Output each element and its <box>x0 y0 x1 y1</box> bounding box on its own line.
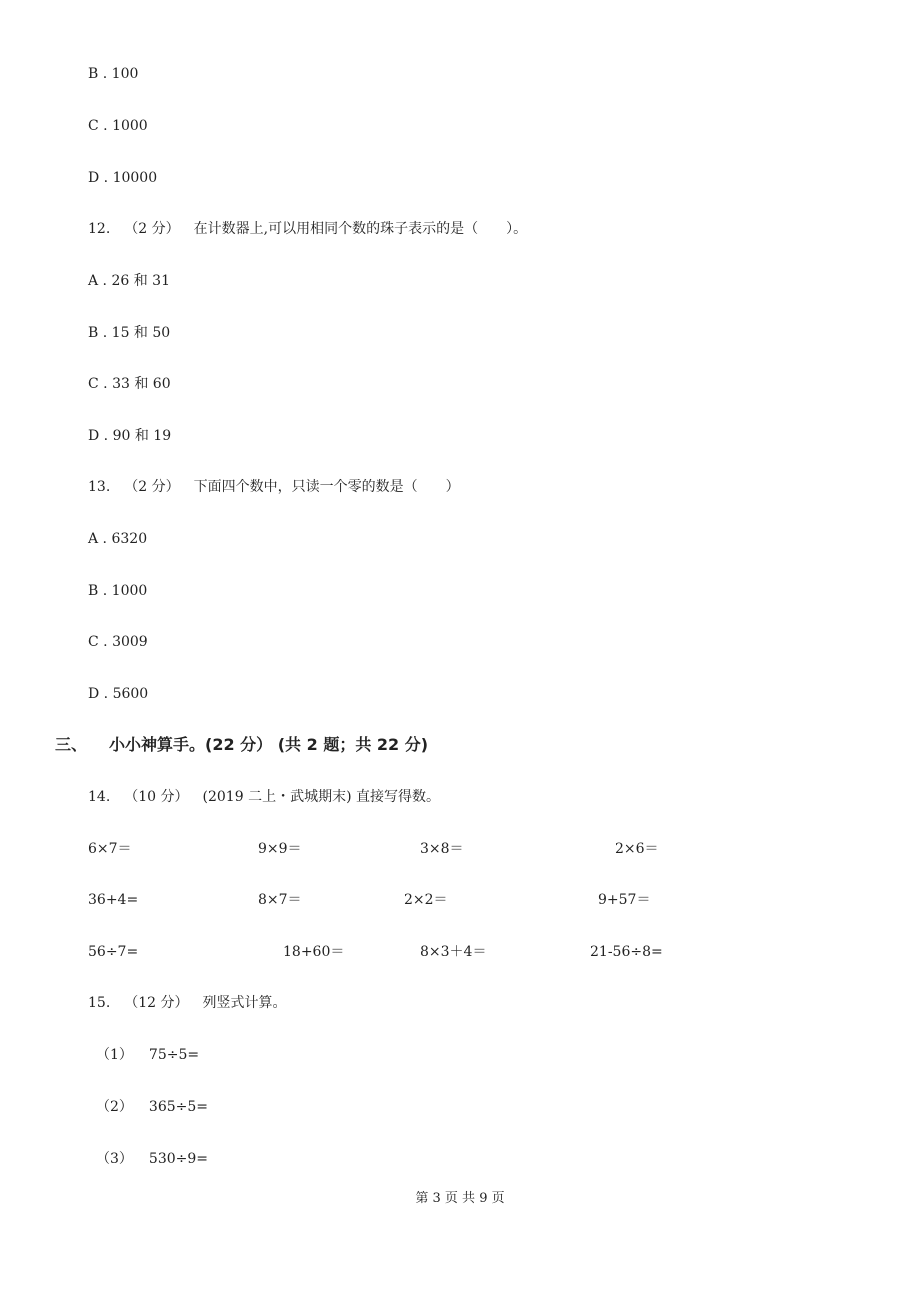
sub-expression: 365÷5= <box>148 1099 209 1115</box>
option-label: D . <box>88 170 109 186</box>
option-label: D . <box>88 428 109 444</box>
question-number: 12. <box>88 221 111 237</box>
option-label: A . <box>88 273 108 289</box>
question-13 <box>88 478 460 496</box>
calc-item: 9+57＝ <box>598 892 651 908</box>
option-value: 1000 <box>112 118 148 134</box>
sub-question-3 <box>96 1150 208 1168</box>
sub-label: （2） <box>96 1099 133 1115</box>
option-label: C . <box>88 118 108 134</box>
question-score: （12 分） <box>124 995 189 1011</box>
question-number: 13. <box>88 479 111 495</box>
option-label: C . <box>88 634 108 650</box>
question-15 <box>88 994 287 1012</box>
sub-question-1 <box>96 1046 199 1064</box>
question-number: 15. <box>88 995 111 1011</box>
option-label: A . <box>88 531 108 547</box>
question-score: （2 分） <box>124 221 180 237</box>
option-value: 100 <box>111 66 139 82</box>
option-value: 5600 <box>112 686 149 702</box>
question-number: 14. <box>88 789 111 805</box>
q11-option-b <box>88 65 138 83</box>
calc-item: 56÷7= <box>88 944 139 960</box>
q12-option-c <box>88 375 171 393</box>
sub-question-2 <box>96 1098 208 1116</box>
option-label: B . <box>88 66 108 82</box>
question-text: (2019 二上・武城期末) 直接写得数。 <box>202 789 440 805</box>
q13-option-d <box>88 685 148 703</box>
question-score: （10 分） <box>124 789 189 805</box>
section-title: 小小神算手。(22 分） (共 2 题；共 22 分) <box>109 735 429 754</box>
question-12 <box>88 220 527 238</box>
option-value: 6320 <box>111 531 148 547</box>
question-score: （2 分） <box>124 479 180 495</box>
calc-item: 2×2＝ <box>404 892 448 908</box>
q12-option-a <box>88 272 170 290</box>
q13-option-a <box>88 530 147 548</box>
calc-item: 2×6＝ <box>615 841 659 857</box>
option-label: B . <box>88 583 108 599</box>
q11-option-c <box>88 117 148 135</box>
option-label: B . <box>88 325 108 341</box>
option-value: 26 和 31 <box>111 273 170 289</box>
sub-label: （1） <box>96 1047 133 1063</box>
sub-expression: 530÷9= <box>148 1151 209 1167</box>
page-footer: 第 3 页 共 9 页 <box>415 1191 505 1206</box>
calc-item: 8×3＋4＝ <box>420 944 487 960</box>
q12-option-b <box>88 324 170 342</box>
q11-option-d <box>88 169 157 187</box>
q13-option-c <box>88 633 148 651</box>
sub-expression: 75÷5= <box>148 1047 200 1063</box>
calc-item: 21-56÷8= <box>590 944 663 960</box>
option-value: 1000 <box>111 583 148 599</box>
calc-item: 3×8＝ <box>420 841 464 857</box>
option-value: 10000 <box>112 170 158 186</box>
question-text: 列竖式计算。 <box>202 995 287 1011</box>
calc-item: 6×7＝ <box>88 841 132 857</box>
option-value: 15 和 50 <box>111 325 171 341</box>
sub-label: （3） <box>96 1151 133 1167</box>
q13-option-b <box>88 582 147 600</box>
question-text: 在计数器上,可以用相同个数的珠子表示的是（ ）。 <box>193 221 528 237</box>
calc-item: 36+4= <box>88 892 139 908</box>
calc-item: 8×7＝ <box>258 892 302 908</box>
question-14 <box>88 788 440 806</box>
calc-item: 18+60＝ <box>283 944 345 960</box>
section-heading <box>55 735 428 755</box>
calc-item: 9×9＝ <box>258 841 302 857</box>
section-number: 三、 <box>55 735 88 754</box>
q12-option-d <box>88 427 171 445</box>
option-value: 3009 <box>112 634 148 650</box>
option-value: 33 和 60 <box>112 376 171 392</box>
option-label: D . <box>88 686 109 702</box>
option-label: C . <box>88 376 108 392</box>
option-value: 90 和 19 <box>112 428 172 444</box>
question-text: 下面四个数中，只读一个零的数是（ ） <box>193 479 460 495</box>
